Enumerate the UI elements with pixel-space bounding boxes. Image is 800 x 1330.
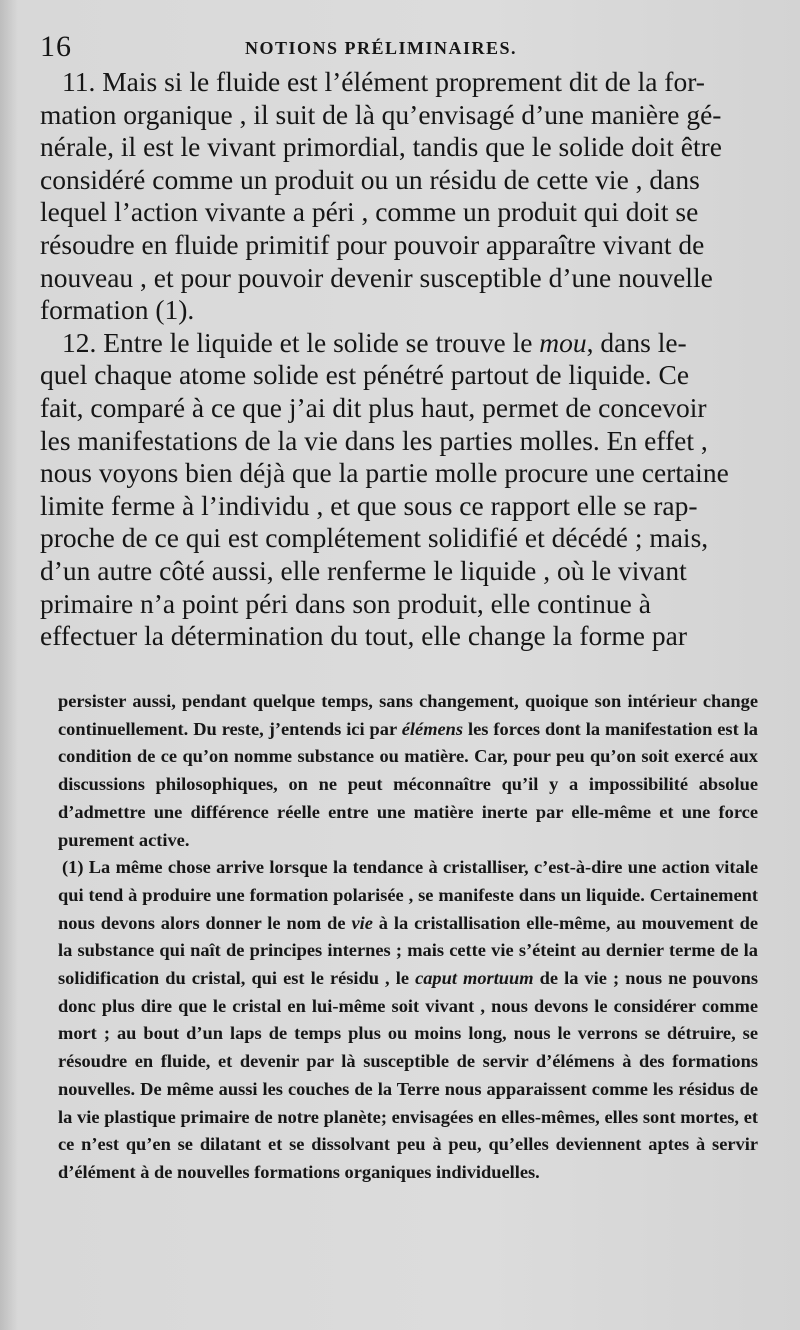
note-continuation — [58, 688, 758, 854]
text-span: , dans le- — [586, 326, 687, 358]
paragraph-11 — [40, 66, 758, 327]
text-line: nérale, il est le vivant primordial, tandis que le solide doit être — [40, 131, 722, 163]
text-line: formation (1). — [40, 294, 195, 326]
text-span: les forces dont la manifestation est la condition de ce qu’on nomme substance ou matière. Car, pour peu qu’on soit exercé aux discussions philosophiques, on ne peut méconnaître qu’il y a impossibilité absolue d’admettre une différence réelle entre une matière inerte par elle-même et une force purement active. — [58, 718, 758, 850]
text-line: considéré comme un produit ou un résidu de cette vie , dans — [40, 163, 700, 195]
text-line: 11. Mais si le fluide est l’élément proprement dit de la for- — [62, 66, 705, 97]
text-line: nouveau , et pour pouvoir devenir susceptible d’une nouvelle — [40, 261, 713, 293]
text-line: résoudre en fluide primitif pour pouvoir apparaître vivant de — [40, 228, 705, 260]
text-line: proche de ce qui est complétement solidifié et décédé ; mais, — [40, 522, 709, 554]
emphasis-elemens: élémens — [401, 718, 464, 739]
running-title: NOTIONS PRÉLIMINAIRES. — [245, 38, 518, 58]
footnotes — [58, 688, 758, 1187]
footnote-1 — [58, 854, 758, 1186]
text-span: à la cristallisation elle-même, au mouvement de la substance qui naît de principes internes ; mais cette vie s’éteint au dernier terme de la solidification du cristal, qui est le résidu , le — [58, 912, 758, 989]
paragraph-12 — [40, 327, 758, 653]
page-header — [0, 30, 800, 70]
emphasis-mou: mou — [539, 326, 587, 358]
text-span: de la vie ; nous ne pouvons donc plus dire que le cristal en lui-même soit vivant , nous devons le considérer comme mort ; au bout d’un laps de temps plus ou moins long, nous le verrons se détruire, se résoudre en fluide, et devenir par là susceptible de servir d’élémens à des formations nouvelles. De même aussi les couches de la Terre nous apparaissent comme les résidus de la vie plastique primaire de notre planète; envisagées en elles-mêmes, elles sont mortes, et ce n’est qu’en se dilatant et se dissolvant peu à peu, qu’elles deviennent aptes à servir d’élément à de nouvelles formations organiques individuelles. — [58, 968, 758, 1182]
text-span: (1) La même chose arrive lorsque la tendance à cristalliser, c’est-à-dire une action vitale qui tend à produire une formation polarisée , se manifeste dans un liquide. Certainement nous devons alors donner le nom de — [58, 857, 758, 933]
text-line: limite ferme à l’individu , et que sous ce rapport elle se rap- — [40, 489, 698, 521]
text-line: primaire n’a point péri dans son produit, elle continue à — [40, 587, 651, 619]
text-line: mation organique , il suit de là qu’envisagé d’une manière gé- — [40, 98, 722, 130]
text-line: lequel l’action vivante a péri , comme un produit qui doit se — [40, 196, 699, 228]
text-line: effectuer la détermination du tout, elle change la forme par — [40, 620, 687, 652]
text-line: nous voyons bien déjà que la partie molle procure une certaine — [40, 457, 729, 489]
page-number: 16 — [40, 30, 72, 63]
text-line — [40, 327, 758, 360]
text-line: quel chaque atome solide est pénétré partout de liquide. Ce — [40, 359, 690, 391]
text-span: 12. Entre le liquide et le solide se trouve le — [62, 326, 540, 358]
emphasis-caput-mortuum: caput mortuum — [415, 968, 534, 989]
text-line: fait, comparé à ce que j’ai dit plus haut, permet de concevoir — [40, 391, 707, 423]
main-text — [40, 66, 758, 653]
text-line: d’un autre côté aussi, elle renferme le liquide , où le vivant — [40, 554, 687, 586]
text-span: persister aussi, pendant quelque temps, sans changement, quoique son intérieur change continuellement. Du reste, j’entends ici par — [58, 691, 758, 739]
text-line: les manifestations de la vie dans les parties molles. En effet , — [40, 424, 708, 456]
emphasis-vie: vie — [351, 912, 373, 933]
